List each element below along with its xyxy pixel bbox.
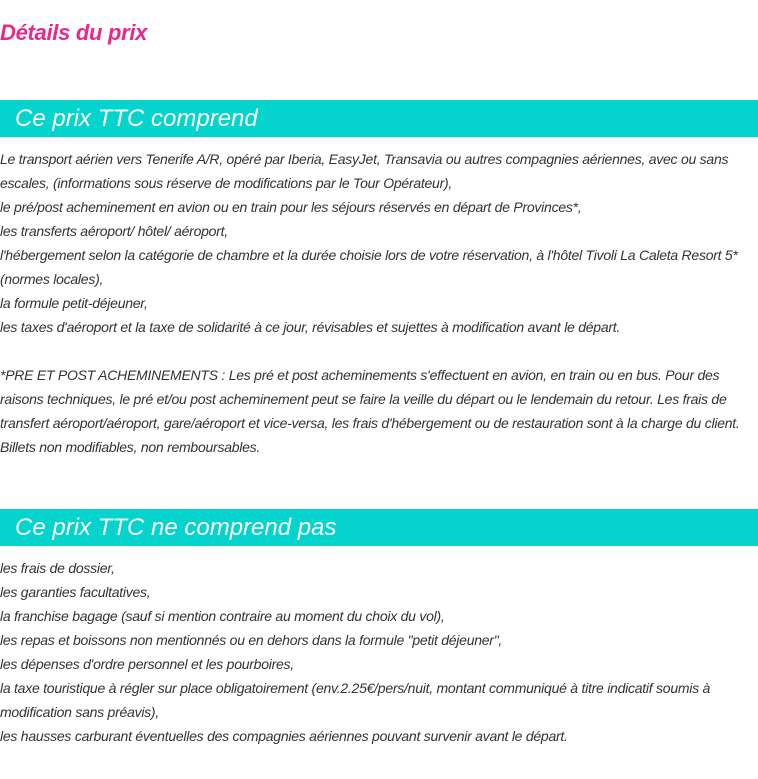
excludes-section-heading: Ce prix TTC ne comprend pas [0,509,758,546]
includes-list [0,147,758,339]
list-item: les garanties facultatives, [0,584,151,600]
transfer-note: *PRE ET POST ACHEMINEMENTS : Les pré et post acheminements s'effectuent en avion, en train ou en bus. Pour des raisons techniques, le pré et/ou post acheminement peut se faire la veille du départ ou le lendemain du retour. Les frais de transfert aéroport/aéroport, gare/aéroport et vice-versa, les frais d'hébergement ou de restauration sont à la charge du client. Billets non modifiables, non remboursables. [0,367,740,455]
includes-section-heading: Ce prix TTC comprend [0,100,758,137]
list-item: la formule petit-déjeuner, [0,295,148,311]
list-item: la franchise bagage (sauf si mention contraire au moment du choix du vol), [0,608,445,624]
list-item: les dépenses d'ordre personnel et les pourboires, [0,656,294,672]
list-item: Le transport aérien vers Tenerife A/R, opéré par Iberia, EasyJet, Transavia ou autres compagnies aériennes, avec ou sans escales, (informations sous réserve de modifications par le Tour Opérateur), [0,151,729,191]
list-item: les frais de dossier, [0,560,115,576]
list-item: les taxes d'aéroport et la taxe de solidarité à ce jour, révisables et sujettes à modification avant le départ. [0,319,621,335]
list-item: la taxe touristique à régler sur place obligatoirement (env.2.25€/pers/nuit, montant communiqué à titre indicatif soumis à modification sans préavis), [0,680,711,720]
list-item: les hausses carburant éventuelles des compagnies aériennes pouvant survenir avant le départ. [0,728,568,744]
excludes-list [0,556,758,748]
list-item: le pré/post acheminement en avion ou en train pour les séjours réservés en départ de Provinces*, [0,199,582,215]
list-item: l'hébergement selon la catégorie de chambre et la durée choisie lors de votre réservation, à l'hôtel Tivoli La Caleta Resort 5* (normes locales), [0,247,738,287]
list-item: les repas et boissons non mentionnés ou en dehors dans la formule "petit déjeuner", [0,632,503,648]
page-title: Détails du prix [0,20,148,45]
list-item: les transferts aéroport/ hôtel/ aéroport, [0,223,228,239]
